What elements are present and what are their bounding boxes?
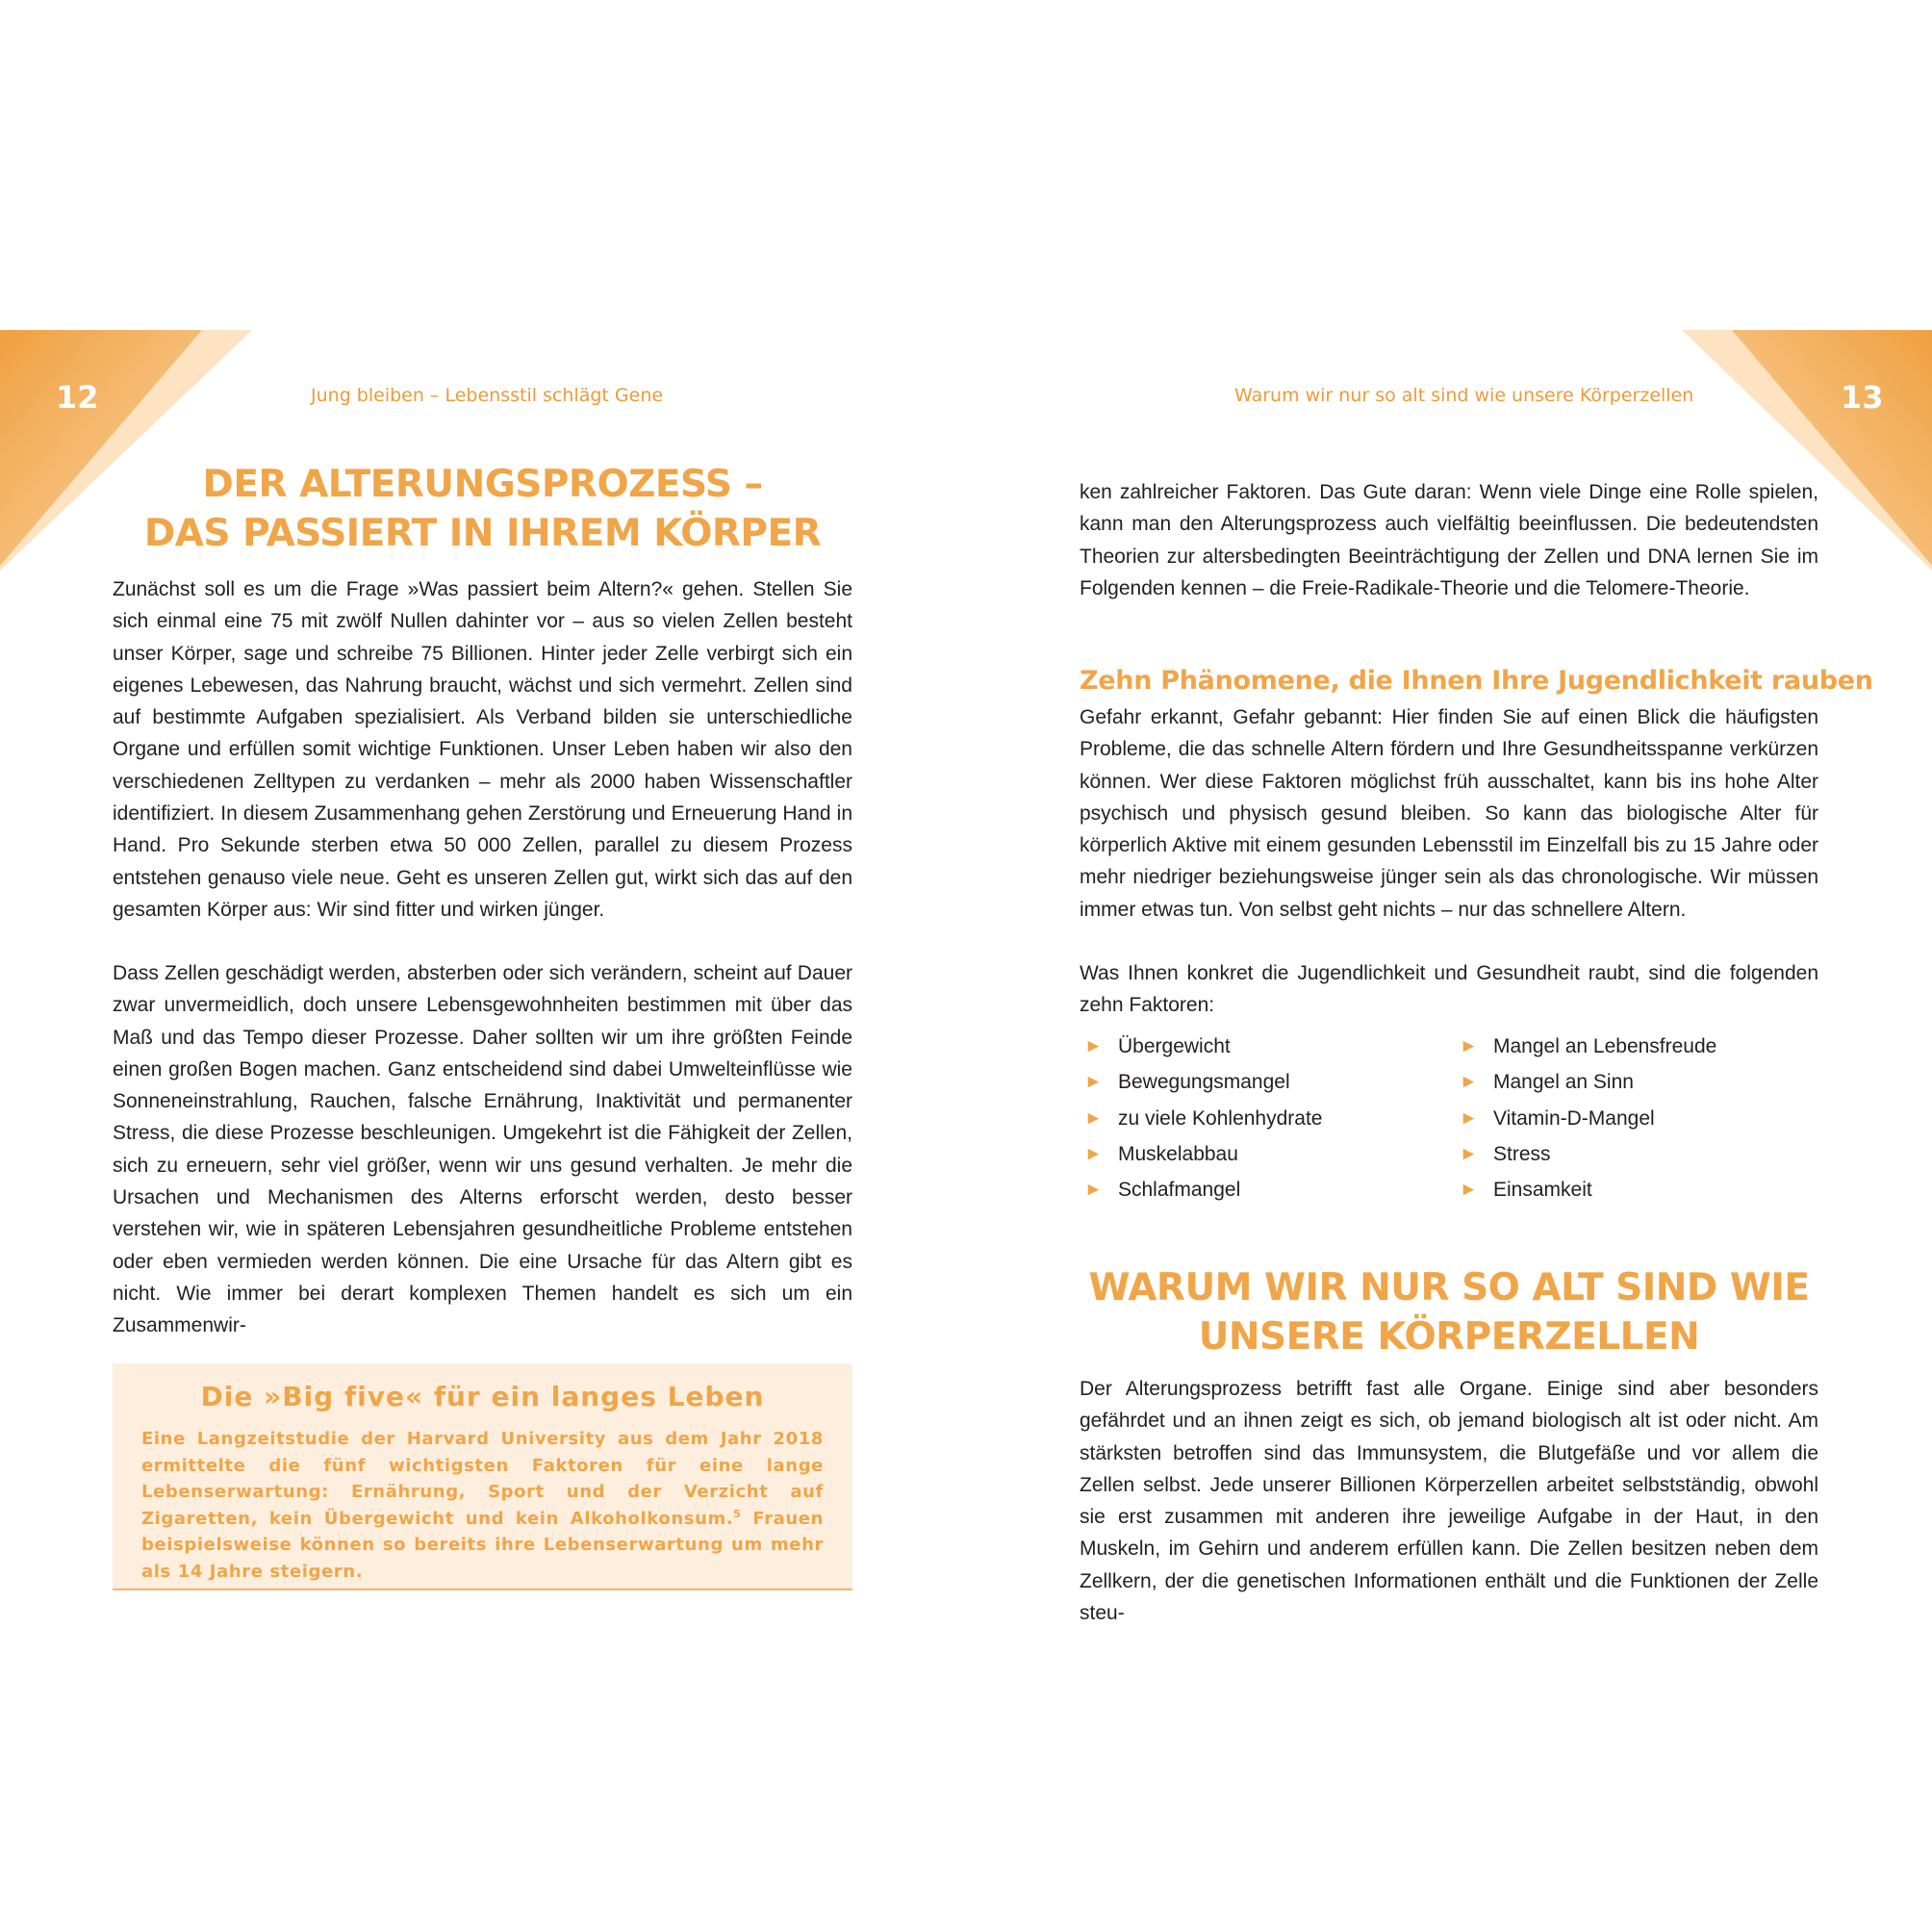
list-item: ► Vitamin-D-Mangel [1458, 1101, 1716, 1136]
arrow-bullet-icon: ► [1084, 1036, 1103, 1056]
factor-list-left [1082, 1029, 1322, 1208]
box-text [141, 1426, 824, 1585]
arrow-bullet-icon: ► [1460, 1143, 1478, 1164]
factor-list-right [1458, 1029, 1716, 1208]
arrow-bullet-icon: ► [1084, 1180, 1103, 1201]
right-paragraph-3: Was Ihnen konkret die Jugendlichkeit und Gesundheit raubt, sind die folgenden zehn Faktoren: [1080, 962, 1818, 1017]
chapter-title-left-line1: DER ALTERUNGSPROZESS – [202, 463, 763, 506]
list-item: ► Muskelabbau [1082, 1136, 1322, 1172]
box-title: Die »Big five« für ein langes Leben [200, 1381, 765, 1412]
list-item: ► Mangel an Sinn [1458, 1064, 1716, 1100]
right-paragraph-2: Gefahr erkannt, Gefahr gebannt: Hier finden Sie auf einen Blick die häufigsten Probleme, die das schnelle Altern fördern und Ihre Gesundheitsspanne verkürzen können. Wer diese Faktoren möglichst früh ausschaltet, kann bis ins hohe Alter psychisch und physisch gesund bleiben. So kann das biologische Alter für körperlich Aktive mit einem gesunden Lebensstil im Einzelfall bis zu 15 Jahre oder mehr niedriger beziehungsweise jünger sein als das chronologische. Wir müssen immer etwas tun. Von selbst geht nichts – nur das schnellere Altern. [1080, 706, 1818, 921]
chapter-title-left-line2: DAS PASSIERT IN IHREM KÖRPER [143, 512, 822, 555]
running-head-left: Jung bleiben – Lebensstil schlägt Gene [311, 385, 664, 406]
page-number-left: 12 [56, 379, 99, 416]
chapter-title-left [113, 460, 852, 558]
arrow-bullet-icon: ► [1084, 1072, 1103, 1093]
right-paragraph-1: ken zahlreicher Faktoren. Das Gute daran: Wenn viele Dinge eine Rolle spielen, kann man den Alterungsprozess auch vielfältig beeinflussen. Die bedeutendsten Theorien zur altersbedingten Beeinträchtigung der Zellen und DNA lernen Sie im Folgenden kennen – die Freie-Radikale-Theorie und die Telomere-Theorie. [1080, 481, 1818, 599]
left-paragraph-2: Dass Zellen geschädigt werden, absterben oder sich verändern, scheint auf Dauer zwar unvermeidlich, doch unsere Lebensgewohnheiten bestimmen mit über das Maß und das Tempo dieser Prozesse. Daher sollten wir um ihre größten Feinde einen großen Bogen machen. Ganz entscheidend sind dabei Umwelteinflüsse wie Sonneneinstrahlung, Rauchen, falsche Ernährung, Inaktivität und permanenter Stress, die diese Prozesse beschleunigen. Umgekehrt ist die Fähigkeit der Zellen, sich zu erneuern, sehr viel größer, wenn wir uns gesund verhalten. Je mehr die Ursachen und Mechanismen des Alterns erforscht werden, desto besser verstehen wir, wie in späteren Lebensjahren gesundheitliche Probleme entstehen oder eben vermieden werden können. Die eine Ursache für das Altern gibt es nicht. Wie immer bei derart komplexen Themen handelt es sich um ein Zusammenwir- [113, 962, 852, 1337]
footnote-marker: 5 [733, 1507, 742, 1520]
box-bottom-rule [113, 1589, 852, 1590]
box-text-part2: Frauen beispielsweise können so bereits ihre Lebenserwartung um mehr als 14 Jahre steigern. [141, 1508, 824, 1582]
list-item: ► zu viele Kohlenhydrate [1082, 1101, 1322, 1136]
section-subheading: Zehn Phänomene, die Ihnen Ihre Jugendlichkeit rauben [1080, 666, 1873, 696]
arrow-bullet-icon: ► [1460, 1107, 1478, 1129]
big-five-box [113, 1363, 852, 1590]
list-item: ► Übergewicht [1082, 1029, 1322, 1064]
left-paragraph-1: Zunächst soll es um die Frage »Was passiert beim Altern?« gehen. Stellen Sie sich einmal eine 75 mit zwölf Nullen dahinter vor – aus so vielen Zellen besteht unser Körper, sage und schreibe 75 Billionen. Hinter jeder Zelle verbirgt sich ein eigenes Lebewesen, das Nahrung braucht, wächst und sich vermehrt. Zellen sind auf bestimmte Aufgaben spezialisiert. Als Verband bilden sie unterschiedliche Organe und erfüllen somit wichtige Funktionen. Unser Leben haben wir also den verschiedenen Zelltypen zu verdanken – mehr als 2000 haben Wissenschaftler identifiziert. In diesem Zusammenhang gehen Zerstörung und Erneuerung Hand in Hand. Pro Sekunde sterben etwa 50 000 Zellen, parallel zu diesem Prozess entstehen genauso viele neue. Geht es unseren Zellen gut, wirkt sich das auf den gesamten Körper aus: Wir sind fitter und wirken jünger. [113, 578, 852, 921]
list-item: ► Bewegungsmangel [1082, 1064, 1322, 1100]
box-text-part1: Eine Langzeitstudie der Harvard University aus dem Jahr 2018 ermittelte die fünf wichtigsten Faktoren für eine lange Lebenserwartung: Ernährung, Sport und der Verzicht auf Zigaretten, kein Übergewicht und kein Alkoholkonsum. [141, 1429, 824, 1529]
arrow-bullet-icon: ► [1460, 1072, 1478, 1093]
running-head-right: Warum wir nur so alt sind wie unsere Körperzellen [1234, 385, 1694, 406]
page-number-right: 13 [1841, 379, 1884, 416]
list-item: ► Einsamkeit [1458, 1172, 1716, 1208]
chapter-title-right-line2: UNSERE KÖRPERZELLEN [1198, 1315, 1700, 1359]
chapter-title-right-line1: WARUM WIR NUR SO ALT SIND WIE [1088, 1266, 1810, 1309]
chapter-title-right [1068, 1263, 1830, 1361]
right-paragraph-4: Der Alterungsprozess betrifft fast alle Organe. Einige sind aber besonders gefährdet und an ihnen zeigt es sich, ob jemand biologisch alt ist oder nicht. Am stärksten betroffen sind das Immunsystem, die Blutgefäße und vor allem die Zellen selbst. Jede unserer Billionen Körperzellen arbeitet selbstständig, obwohl sie erst zusammen mit anderen ihre jeweilige Aufgabe in der Haut, in den Muskeln, im Gehirn und anderem erfüllen kann. Die Zellen besitzen neben dem Zellkern, der die genetischen Informationen enthält und die Funktionen der Zelle steu- [1080, 1378, 1818, 1625]
arrow-bullet-icon: ► [1460, 1036, 1478, 1056]
list-item: ► Stress [1458, 1136, 1716, 1172]
list-item: ► Schlafmangel [1082, 1172, 1322, 1208]
arrow-bullet-icon: ► [1460, 1180, 1478, 1201]
list-item: ► Mangel an Lebensfreude [1458, 1029, 1716, 1064]
arrow-bullet-icon: ► [1084, 1143, 1103, 1164]
arrow-bullet-icon: ► [1084, 1107, 1103, 1129]
